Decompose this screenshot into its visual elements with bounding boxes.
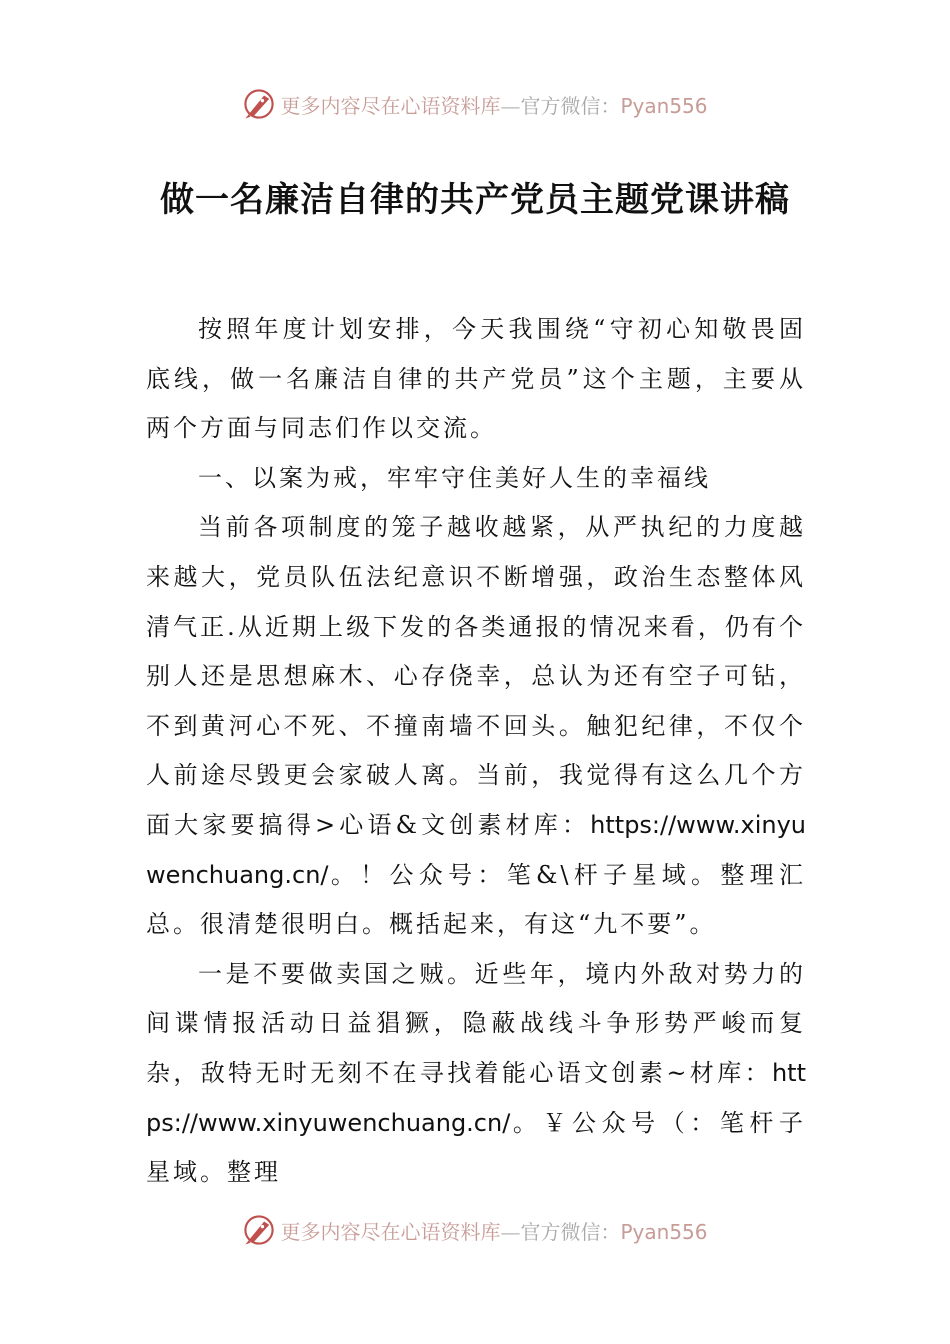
paragraph-text: 一是不要做卖国之贼。近些年，境内外敌对势力的间谍情报活动日益猖獗，隐蔽战线斗争形势严峻而复杂，敌特无时无刻不在寻找着能心语文创素~材库： <box>146 959 806 1087</box>
pen-nib-logo-icon <box>242 87 276 121</box>
banner-slogan: 更多内容尽在心语资料库 <box>280 93 501 118</box>
source-url-link[interactable]: https://www.xinyuwenchuang.cn/ <box>146 810 806 889</box>
document-body <box>146 305 806 1198</box>
paragraph-text: 。￥公众号（：笔杆子星域。整理 <box>146 1108 806 1187</box>
banner-wechat-id: Pyan556 <box>620 93 708 118</box>
document-title: 做一名廉洁自律的共产党员主题党课讲稿 <box>160 180 790 220</box>
section-heading-1: 一、以案为戒，牢牢守住美好人生的幸福线 <box>198 463 711 492</box>
paragraph-text: 当前各项制度的笼子越收越紧，从严执纪的力度越来越大，党员队伍法纪意识不断增强，政治生态整体风清气正.从近期上级下发的各类通报的情况来看，仍有个别人还是思想麻木、心存侥幸，总认为还有空子可钻，不到黄河心不死、不撞南墙不回头。触犯纪律，不仅个人前途尽毁更会家破人离。当前，我觉得有这么几个方面大家要搞得>心语&文创素材库： <box>146 513 806 839</box>
paragraph-current-situation <box>146 503 806 949</box>
banner-separator: — <box>500 93 521 118</box>
header-banner <box>0 84 950 124</box>
banner-wechat-label: 官方微信： <box>520 93 621 118</box>
banner-wechat-label: 官方微信： <box>520 1219 621 1244</box>
paragraph-point-one <box>146 950 806 1198</box>
banner-slogan: 更多内容尽在心语资料库 <box>280 1219 501 1244</box>
paragraph-text: 。！公众号：笔&\杆子星域。整理汇总。很清楚很明白。概括起来，有这“九不要”。 <box>146 860 806 939</box>
banner-text <box>280 90 707 119</box>
banner-separator: — <box>500 1219 521 1244</box>
banner-text <box>280 1216 707 1245</box>
banner-wechat-id: Pyan556 <box>620 1219 708 1244</box>
source-url-link[interactable]: https://www.xinyuwenchuang.cn/ <box>146 1058 806 1137</box>
footer-banner <box>0 1210 950 1250</box>
pen-nib-logo-icon <box>242 1213 276 1247</box>
paragraph-intro: 按照年度计划安排，今天我围绕“守初心知敬畏固底线，做一名廉洁自律的共产党员”这个主题，主要从两个方面与同志们作以交流。 <box>146 315 806 443</box>
